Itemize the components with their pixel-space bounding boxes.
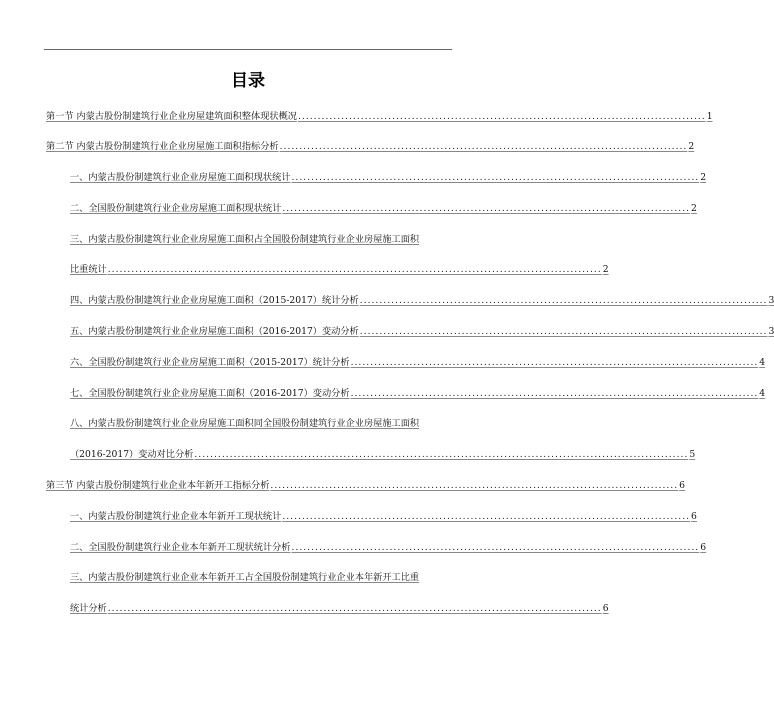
toc-page-number: 6 (602, 603, 609, 614)
toc-leader-dots: ........................................................................................................ (279, 141, 688, 152)
toc-entry-section-1[interactable] (46, 111, 713, 123)
toc-entry-3-3-line1[interactable]: 三、内蒙古股份制建筑行业企业本年新开工占全国股份制建筑行业企业本年新开工比重 (70, 572, 420, 583)
toc-entry-text: 第三节 内蒙古股份制建筑行业企业本年新开工指标分析 (46, 480, 270, 491)
toc-entry-text: 第二节 内蒙古股份制建筑行业企业房屋施工面积指标分析 (46, 141, 279, 152)
toc-page-number: 5 (689, 449, 696, 460)
toc-entry-text: 五、内蒙古股份制建筑行业企业房屋施工面积（2016-2017）变动分析 (70, 326, 359, 337)
header-rule (44, 49, 452, 50)
toc-entry-2-3[interactable] (70, 264, 609, 276)
toc-entry-3-1[interactable] (70, 511, 697, 523)
toc-entry-text: 第一节 内蒙古股份制建筑行业企业房屋建筑面积整体现状概况 (46, 111, 297, 122)
toc-page-number: 6 (679, 480, 686, 491)
toc-entry-text: 比重统计 (70, 264, 107, 275)
toc-entry-section-3[interactable] (46, 480, 686, 492)
toc-entry-2-4[interactable] (70, 295, 774, 307)
toc-entry-text: 一、内蒙古股份制建筑行业企业房屋施工面积现状统计 (70, 172, 291, 183)
toc-entry-text: （2016-2017）变动对比分析 (70, 449, 194, 460)
toc-leader-dots: ........................................................................................................ (282, 511, 691, 522)
toc-entry-text: 七、全国股份制建筑行业企业房屋施工面积（2016-2017）变动分析 (70, 388, 350, 399)
toc-entry-2-7[interactable] (70, 388, 766, 400)
toc-leader-dots: ........................................................................................................ (297, 111, 706, 122)
toc-leader-dots: .............................................................................................................................. (107, 264, 602, 275)
toc-page-number: 2 (602, 264, 609, 275)
toc-page-number: 6 (700, 542, 707, 553)
toc-entry-text: 统计分析 (70, 603, 107, 614)
toc-entry-2-5[interactable] (70, 326, 774, 338)
toc-entry-text: 二、全国股份制建筑行业企业本年新开工现状统计分析 (70, 542, 291, 553)
toc-leader-dots: ........................................................................................................ (291, 172, 700, 183)
toc-entry-3-3[interactable] (70, 603, 609, 615)
toc-leader-dots: ........................................................................................................ (282, 203, 691, 214)
toc-page-number: 4 (759, 388, 766, 399)
toc-leader-dots: ........................................................................................................ (350, 357, 759, 368)
toc-page-number: 1 (706, 111, 713, 122)
toc-leader-dots: .............................................................................................................................. (194, 449, 689, 460)
toc-entry-text: 六、全国股份制建筑行业企业房屋施工面积（2015-2017）统计分析 (70, 357, 350, 368)
toc-leader-dots: ........................................................................................................ (270, 480, 679, 491)
page-title: 目录 (231, 71, 265, 91)
toc-entry-2-2[interactable] (70, 203, 697, 215)
toc-page-number: 6 (691, 511, 697, 522)
toc-page-number: 2 (688, 141, 695, 152)
toc-entry-2-3-line1[interactable]: 三、内蒙古股份制建筑行业企业房屋施工面积占全国股份制建筑行业企业房屋施工面积 (70, 234, 420, 245)
toc-entry-text: 一、内蒙古股份制建筑行业企业本年新开工现状统计 (70, 511, 282, 522)
toc-page-number: 3 (768, 295, 774, 306)
toc-leader-dots: ........................................................................................................ (291, 542, 700, 553)
toc-page-number: 2 (691, 203, 697, 214)
toc-leader-dots: ........................................................................................................ (350, 388, 759, 399)
toc-entry-2-8[interactable] (70, 449, 696, 461)
toc-entry-2-8-line1[interactable]: 八、内蒙古股份制建筑行业企业房屋施工面积同全国股份制建筑行业企业房屋施工面积 (70, 418, 420, 429)
toc-leader-dots: ........................................................................................................ (359, 326, 768, 337)
toc-entry-section-2[interactable] (46, 141, 695, 153)
toc-entry-2-1[interactable] (70, 172, 707, 184)
toc-entry-text: 四、内蒙古股份制建筑行业企业房屋施工面积（2015-2017）统计分析 (70, 295, 359, 306)
toc-leader-dots: .............................................................................................................................. (107, 603, 602, 614)
toc-entry-2-6[interactable] (70, 357, 766, 369)
toc-page-number: 3 (768, 326, 774, 337)
toc-page-number: 2 (700, 172, 707, 183)
toc-page-number: 4 (759, 357, 766, 368)
toc-leader-dots: ........................................................................................................ (359, 295, 768, 306)
toc-entry-3-2[interactable] (70, 542, 707, 554)
toc-entry-text: 二、全国股份制建筑行业企业房屋施工面积现状统计 (70, 203, 282, 214)
